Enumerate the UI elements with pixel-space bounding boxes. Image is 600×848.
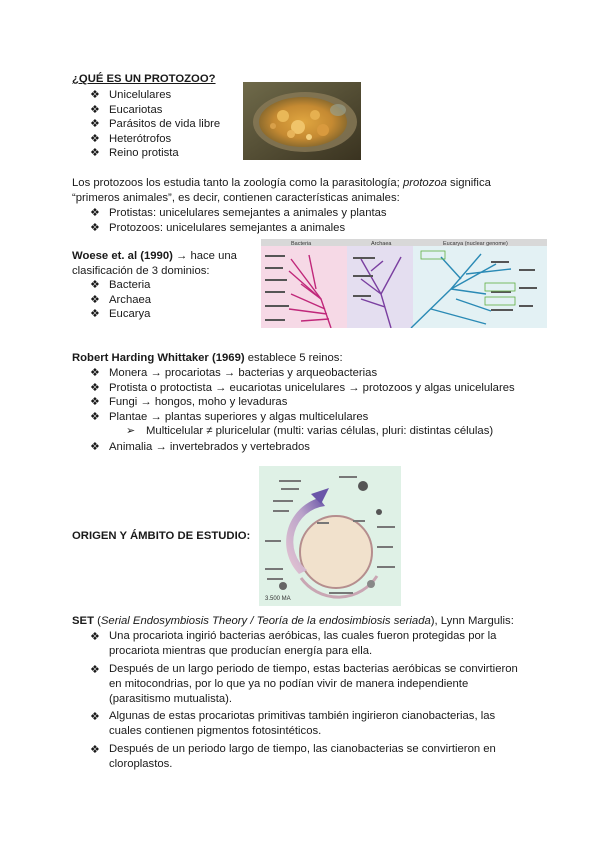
whittaker-text: establece 5 reinos: [244,352,343,364]
set-fullname: Serial Endosymbiosis Theory / Teoría de la endosimbiosis seriada [100,615,431,627]
list-item: ❖ Archaea [90,293,230,308]
evolution-clock-figure [259,466,401,606]
kingdoms-sublist [126,424,546,439]
kingdoms-list [90,366,540,424]
list-item: ❖ Unicelulares [90,88,250,103]
list-item: ❖ Heterótrofos [90,132,250,147]
woese-name: Woese et. al (1990) [72,250,173,262]
list-item: ❖ Reino protista [90,146,250,161]
protozoo-features-list [90,88,250,161]
protozoa-term: protozoa [402,177,447,189]
woese-text: → hace una [172,250,237,262]
woese-line-2: clasificación de 3 dominios: [72,265,210,277]
protozoo-photo [243,82,361,160]
clock-label: 3.500 MA [265,596,291,602]
set-list [90,629,530,774]
list-item: ❖ Fungi → hongos, moho y levaduras [90,395,540,410]
list-item: ❖ Parásitos de vida libre [90,117,250,132]
protist-list [90,206,510,235]
whittaker-heading [72,351,343,366]
list-item: ❖ Animalia → invertebrados y vertebrados [90,440,540,455]
list-item: ❖ Algunas de estas procariotas primitivas también ingirieron cianobacterias, las cuales contienen pigmentos fotosintéticos. [90,709,530,739]
phylogenetic-tree-figure [261,239,547,328]
kingdoms-list-last [90,440,540,455]
list-item: ❖ Después de un periodo largo de tiempo, las cianobacterias se convirtieron en cloroplastos. [90,742,530,772]
section-heading-protozoo: ¿QUÉ ES UN PROTOZOO? [72,73,216,85]
tree-label-bacteria: Bacteria [291,241,312,247]
list-item: ❖ Protista o protoctista → eucariotas unicelulares → protozoos y algas unicelulares [90,381,540,396]
list-subitem: ➢ Multicelular ≠ pluricelular (multi: varias células, pluri: distintas células) [126,424,546,439]
intro-text: significa [446,177,491,189]
list-item: ❖ Una procariota ingirió bacterias aeróbicas, las cuales fueron protegidas por la procariota mientras que producían energía para ella. [90,629,530,659]
list-item: ❖ Monera → procariotas → bacterias y arqueobacterias [90,366,540,381]
list-item: ❖ Protozoos: unicelulares semejantes a animales [90,221,510,236]
origen-heading: ORIGEN Y ÁMBITO DE ESTUDIO: [72,530,251,542]
intro-text: Los protozoos los estudia tanto la zoología como la parasitología; [72,177,403,189]
list-item: ❖ Eucarya [90,307,230,322]
intro-line-2: “primeros animales”, es decir, contienen características animales: [72,192,400,204]
set-acronym: SET [72,615,94,627]
list-item: ❖ Plantae → plantas superiores y algas multicelulares [90,410,540,425]
tree-label-archaea: Archaea [371,241,392,247]
list-item: ❖ Eucariotas [90,103,250,118]
list-item: ❖ Bacteria [90,278,230,293]
list-item: ❖ Protistas: unicelulares semejantes a animales y plantas [90,206,510,221]
woese-heading [72,249,237,264]
set-text: ( [93,615,101,627]
set-text: ), Lynn Margulis: [430,615,514,627]
list-item: ❖ Después de un largo periodo de tiempo, estas bacterias aeróbicas se convirtieron en mitocondrias, por lo que ya no podían vivir de manera independiente (parasitismo mutualista). [90,662,530,707]
tree-label-eucarya: Eucarya (nuclear genome) [443,241,508,247]
whittaker-name: Robert Harding Whittaker (1969) [72,352,245,364]
intro-paragraph [72,176,542,191]
set-heading [72,614,552,629]
domains-list [90,278,230,322]
